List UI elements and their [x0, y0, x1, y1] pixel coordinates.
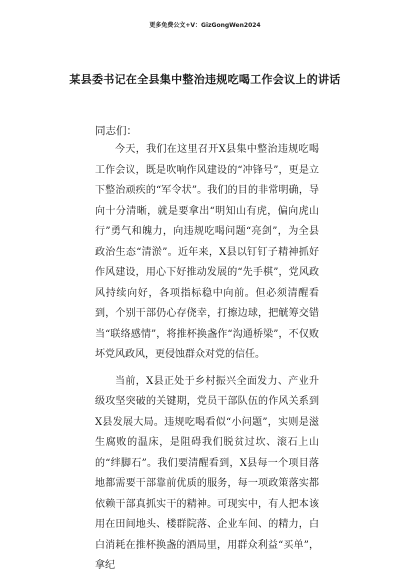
paragraph-2: 当前，X县正处于乡村振兴全面发力、产业升级攻坚突破的关键期，党员干部队伍的作风关系到X县发展大局。违规吃喝看似“小问题”，实则是滋生腐败的温床，是阻碍我们脱贫过坎、滚石上山的“绊脚石”。我们要清醒看到，X县每一个项目落地都需要干部靠前优质的服务，每一项政策落实都依赖干部真抓实干的精神。可现实中，有人把本该用在田间地头、楼群院落、企业车间、的精力，白白消耗在推杯换盏的酒局里，用群众利益“买单”，拿纪	[95, 375, 319, 571]
paragraph-1: 今天，我们在这里召开X县集中整治违规吃喝工作会议，既是吹响作风建设的“冲锋号”，更是立下整治顽疾的“军令状”。我们的目的非常明确，导向十分清晰，就是要拿出“明知山有虎，偏向虎山行”勇气和魄力，向违规吃喝问题“亮剑”，为全县政治生态“清淤”。近年来，X县以钉钉子精神抓好作风建设，用心下好推动发展的“先手棋”，党风政风持续向好，各项指标稳中向前。但必须清醒看到，个别干部仍心存侥幸，打擦边球，把觥筹交错当“联络感情”，将推杯换盏作“沟通桥梁”，不仅败坏党风政风，更侵蚀群众对党的信任。	[95, 144, 319, 360]
document-title: 某县委书记在全县集中整治违规吃喝工作会议上的讲话	[69, 73, 341, 86]
document-body	[95, 140, 319, 583]
salutation: 同志们：	[95, 125, 137, 137]
header-note: 更多免费公文+V：GizGongWen2024	[149, 22, 261, 29]
